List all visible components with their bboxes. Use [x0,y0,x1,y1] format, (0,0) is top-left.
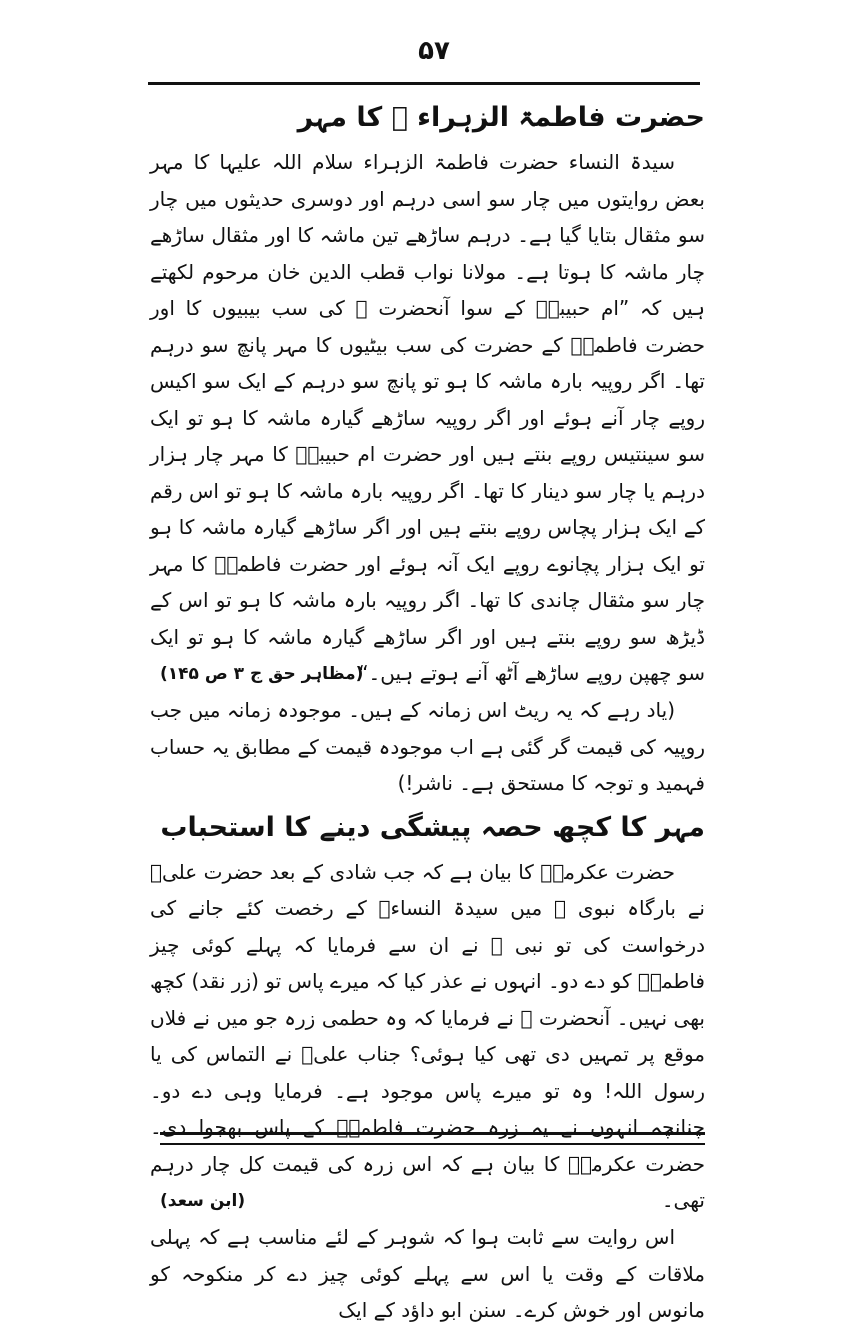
section-heading-fatima-mahr: حضرت فاطمۃ الزہراء ﷞ کا مہر [297,102,705,133]
publisher-note: (یاد رہے کہ یہ ریٹ اس زمانہ کے ہیں۔ موجودہ زمانہ میں جب روپیہ کی قیمت گر گئی ہے اب موجودہ قیمت کے مطابق یہ حساب فہمید و توجہ کا مستحق ہے۔ ناشر!) [150,698,705,795]
page-number: ۵۷ [418,36,450,66]
citation-mazahir-haq: (مظاہر حق ج ۳ ص ۱۴۵) [160,663,364,684]
header-rule [148,82,700,85]
paragraph-ikrimah-narration: حضرت عکرمہؓ کا بیان ہے کہ جب شادی کے بعد حضرت علیؓ نے بارگاہ نبوی ﷺ میں سیدۃ النساءؓ کے رخصت کئے جانے کی درخواست کی تو نبی ﷺ نے ان سے فرمایا کہ پہلے کوئی چیز فاطمہؓ کو دے دو۔ انہوں نے عذر کیا کہ میرے پاس تو (زر نقد) کچھ بھی نہیں۔ آنحضرت ﷺ نے فرمایا کہ وہ حطمی زرہ جو میں نے فلاں موقع پر تمہیں دی تھی کیا ہوئی؟ جناب علیؓ نے التماس کی یا رسول اللہ! وہ تو میرے پاس موجود ہے۔ فرمایا وہی دے دو۔ چنانچہ انہوں نے یہ زرہ حضرت فاطمہؓ کے پاس بھجوا دی۔ حضرت عکرمہؓ کا بیان ہے کہ اس زرہ کی قیمت کل چار درہم تھی۔ [150,859,705,1212]
section-heading-advance-mahr: مہر کا کچھ حصہ پیشگی دینے کا استحباب [160,811,705,843]
paragraph-fatima-mahr: سیدۃ النساء حضرت فاطمۃ الزہراء سلام اللہ علیہا کا مہر بعض روایتوں میں چار سو اسی درہم اور دوسری حدیثوں میں چار سو مثقال بتایا گیا ہے۔ درہم ساڑھے تین ماشہ کا اور مثقال ساڑھے چار ماشہ کا ہوتا ہے۔ مولانا نواب قطب الدین خان مرحوم لکھتے ہیں کہ ”ام حبیبہؓ کے سوا آنحضرت ﷺ کی سب بیبیوں کا اور حضرت فاطمہؓ کے حضرت کی سب بیٹیوں کا مہر پانچ سو درہم تھا۔ اگر روپیہ بارہ ماشہ کا ہو تو پانچ سو درہم کے ایک سو اکیس روپے چار آنے ہوئے اور اگر روپیہ ساڑھے گیارہ ماشہ کا ہو تو ایک سو سینتیس روپے بنتے ہیں اور حضرت ام حبیبہؓ کا مہر چار ہزار درہم یا چار سو دینار کا تھا۔ اگر روپیہ بارہ ماشہ کا ہو تو اس رقم کے ایک ہزار پچاس روپے بنتے ہیں اور اگر ساڑھے گیارہ ماشہ کا ہو تو ایک ہزار پچانوے روپے ایک آنہ ہوئے اور حضرت فاطمہؓ کا مہر چار سو مثقال چاندی کا تھا۔ اگر روپیہ بارہ ماشہ کا ہو تو اس کے ڈیڑھ سو روپے بنتے ہیں اور اگر ساڑھے گیارہ ماشہ کا ہو تو ایک سو چھپن روپے ساڑھے آٹھ آنے ہوتے ہیں۔“ [150,150,705,685]
paragraph-conclusion: اس روایت سے ثابت ہوا کہ شوہر کے لئے مناسب ہے کہ پہلی ملاقات کے وقت یا اس سے پہلے کوئی چیز دے کر منکوحہ کو مانوس اور خوش کرے۔ سنن ابو داؤد کے ایک [150,1225,705,1322]
footer-rule [160,1132,705,1145]
citation-ibn-saad: (ابن سعد) [160,1190,246,1211]
